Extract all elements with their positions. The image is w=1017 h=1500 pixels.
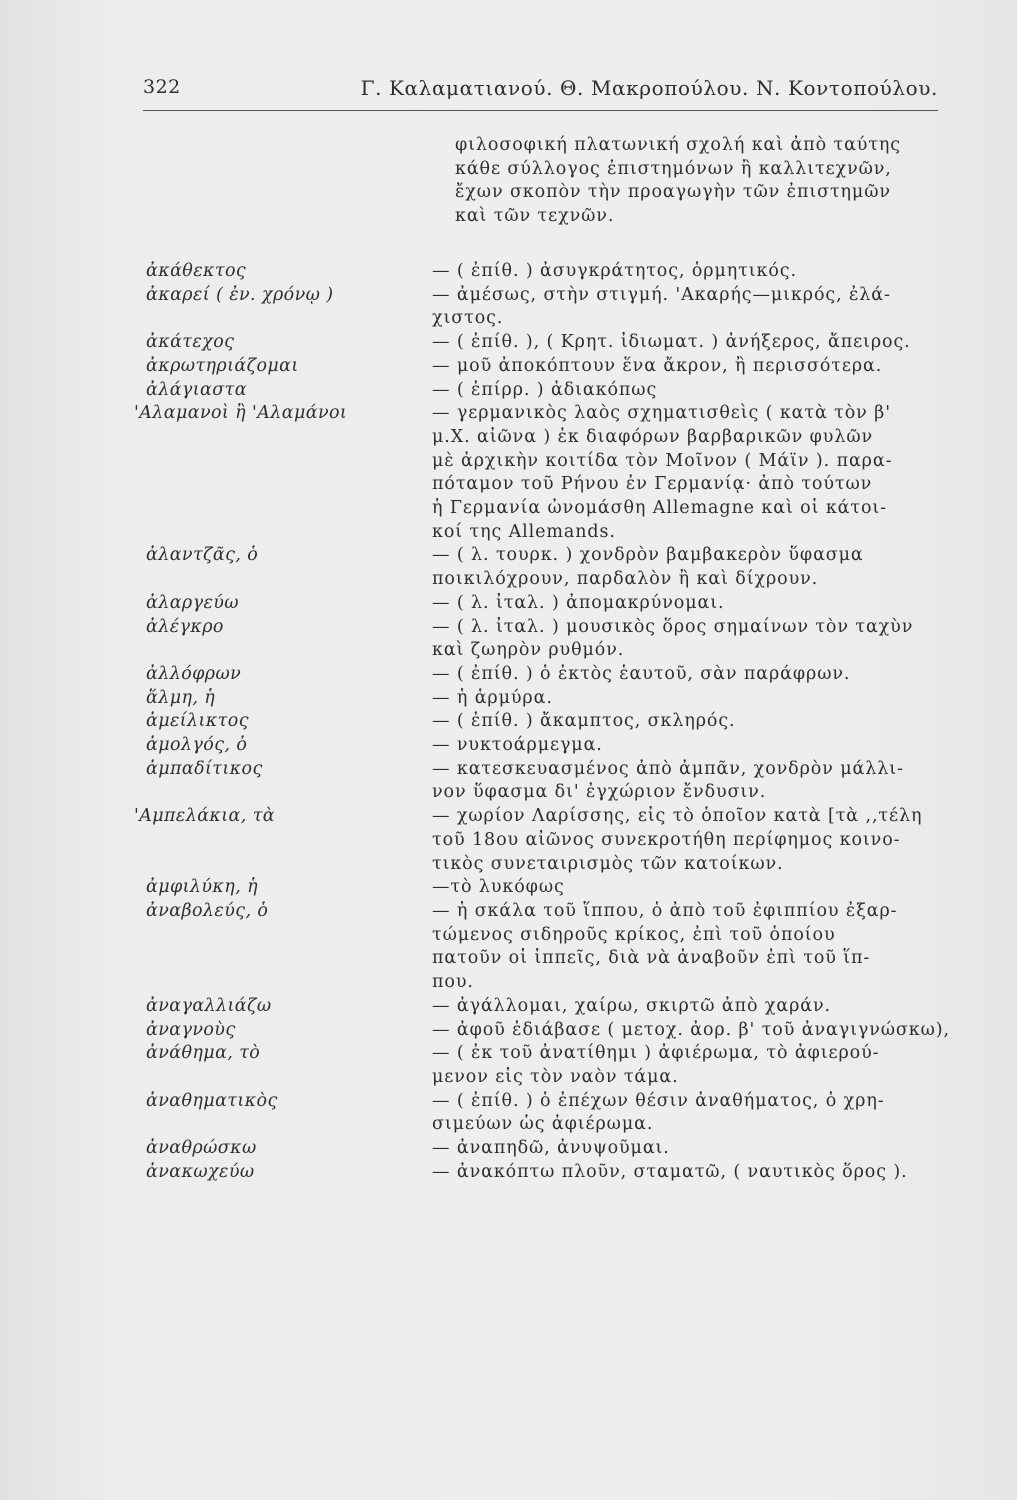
definition (432, 734, 950, 758)
definition-line: — νυκτοάρμεγμα. (432, 735, 603, 756)
page-number: 322 (143, 76, 181, 98)
glossary-entry (130, 1090, 950, 1137)
definition-line: — κατεσκευασμένος ἀπὸ ἀμπᾶν, χονδρὸν μάλλι- (432, 758, 904, 779)
definition-line: — ( ἐπίθ. ) ὁ ἐπέχων θέσιν ἀναθήματος, ὁ χρη- (432, 1090, 885, 1111)
glossary-entry (130, 355, 950, 379)
glossary-entry (130, 544, 950, 591)
glossary-entry (130, 758, 950, 805)
definition (432, 616, 950, 663)
definition (432, 995, 950, 1019)
definition-line: μενον εἰς τὸν ναὸν τάμα. (432, 1066, 679, 1087)
headword: 'Αλαμανοὶ ἢ 'Αλαμάνοι (134, 403, 348, 424)
definition (432, 284, 950, 331)
definition (432, 331, 950, 355)
definition-line: νον ὕφασμα δι' ἐγχώριον ἔνδυσιν. (432, 782, 767, 803)
glossary-entry (130, 379, 950, 403)
definition-line: ἔχων σκοπὸν τὴν προαγωγὴν τῶν ἐπιστημῶν (455, 182, 891, 203)
definition-line: καὶ τῶν τεχνῶν. (455, 206, 615, 227)
definition (432, 379, 950, 403)
definition-line: μ.Χ. αἰῶνα ) ἐκ διαφόρων βαρβαρικῶν φυλῶν (432, 426, 874, 447)
glossary-entry (130, 402, 950, 544)
glossary-entry (130, 900, 950, 995)
glossary-entry (130, 260, 950, 284)
definition (432, 805, 950, 876)
definition-line: —τὸ λυκόφως (432, 877, 565, 898)
headword: ἀναθρώσκω (146, 1138, 257, 1159)
headword: ἀλαντζᾶς, ὁ (146, 545, 259, 566)
definition-line: — ( λ. τουρκ. ) χονδρὸν βαμβακερὸν ὕφασμα (432, 545, 864, 566)
definition-line: ποικιλόχρουν, παρδαλὸν ἢ καὶ δίχρουν. (432, 569, 819, 590)
glossary-entry (130, 592, 950, 616)
definition (432, 758, 950, 805)
headword: ἀνάθημα, τὸ (146, 1043, 261, 1064)
definition (432, 876, 950, 900)
definition-line: — χωρίον Λαρίσσης, εἰς τὸ ὁποῖον κατὰ [τὰ ,,τέλη (432, 806, 923, 827)
definition (432, 355, 950, 379)
glossary-entry (130, 616, 950, 663)
glossary-entry (130, 734, 950, 758)
page-header (143, 70, 938, 111)
glossary-entry (130, 1137, 950, 1161)
definition-line: χιστος. (432, 308, 504, 329)
definition-line: πατοῦν οἱ ἱππεῖς, διὰ νὰ ἀναβοῦν ἐπὶ τοῦ ἵπ- (432, 948, 871, 969)
headword: ἀναγαλλιάζω (146, 995, 272, 1016)
definition-line: καὶ ζωηρὸν ρυθμόν. (432, 640, 625, 661)
glossary-entry (130, 805, 950, 876)
glossary-entry (130, 1161, 950, 1185)
headword: ἀναγνοὺς (146, 1019, 236, 1040)
definition (432, 402, 950, 544)
definition-line: — ἡ σκάλα τοῦ ἵππου, ὁ ἀπὸ τοῦ ἐφιππίου ἐξαρ- (432, 900, 898, 921)
definition-line: — ( ἐπίθ. ) ὁ ἐκτὸς ἑαυτοῦ, σὰν παράφρων. (432, 663, 851, 684)
glossary-entry (130, 1042, 950, 1089)
definition-line: — ( λ. ἰταλ. ) ἀπομακρύνομαι. (432, 592, 725, 613)
definition-line: — ἀφοῦ ἐδιάβασε ( μετοχ. ἀορ. β' τοῦ ἀναγιγνώσκω), (432, 1019, 950, 1040)
definition-line: — ἀγάλλομαι, χαίρω, σκιρτῶ ἀπὸ χαράν. (432, 995, 832, 1016)
glossary-entries (130, 260, 950, 1184)
definition (432, 1090, 950, 1137)
headword: ἀκρωτηριάζομαι (146, 355, 299, 376)
definition (432, 260, 950, 284)
definition-line: — ἀνακόπτω πλοῦν, σταματῶ, ( ναυτικὸς ὅρος ). (432, 1161, 908, 1182)
definition-line: μὲ ἀρχικὴν κοιτίδα τὸν Μοῖνον ( Μάϊν ). παρα- (432, 450, 893, 471)
definition-line: — ( ἐπίθ. ), ( Κρητ. ἰδιωματ. ) ἀνήξερος, ἄπειρος. (432, 332, 911, 353)
definition (432, 1137, 950, 1161)
glossary-entry (130, 876, 950, 900)
glossary-entry (130, 663, 950, 687)
running-head: Γ. Καλαματιανού. Θ. Μακροπούλου. Ν. Κοντοπούλου. (360, 76, 938, 100)
definition-line: φιλοσοφική πλατωνική σχολή καὶ ἀπὸ ταύτης (455, 135, 901, 155)
glossary-entry (130, 284, 950, 331)
headword: ἀκαρεί ( ἐν. χρόνῳ ) (146, 284, 334, 305)
definition-line: — ( ἐκ τοῦ ἀνατίθημι ) ἀφιέρωμα, τὸ ἀφιερού- (432, 1043, 880, 1064)
definition-line: — γερμανικὸς λαὸς σχηματισθεὶς ( κατὰ τὸν β' (432, 403, 891, 424)
definition-line: — ἀναπηδῶ, ἀνυψοῦμαι. (432, 1138, 670, 1159)
glossary-entry (130, 1019, 950, 1043)
definition-line: τοῦ 18ου αἰῶνος συνεκροτήθη περίφημος κοινο- (432, 829, 901, 850)
definition (432, 592, 950, 616)
headword: ἀνακωχεύω (146, 1161, 255, 1182)
definition-line: τώμενος σιδηροῦς κρίκος, ἐπὶ τοῦ ὁποίου (432, 924, 836, 945)
definition-line: — ( λ. ἰταλ. ) μουσικὸς ὅρος σημαίνων τὸν ταχὺν (432, 616, 914, 637)
definition-line: κοί της Allemands. (432, 521, 616, 542)
headword: ἀκάθεκτος (146, 261, 247, 281)
definition (432, 1019, 950, 1043)
definition-line: — ( ἐπίθ. ) ἄκαμπτος, σκληρός. (432, 711, 736, 732)
definition (432, 900, 950, 995)
headword: 'Αμπελάκια, τὰ (134, 806, 276, 827)
definition-line: σιμεύων ὡς ἀφιέρωμα. (432, 1114, 654, 1135)
headword: ἀναβολεύς, ὁ (146, 900, 269, 921)
headword: ἀναθηματικὸς (146, 1090, 278, 1111)
definition-line: — ( ἐπίρρ. ) ἀδιακόπως (432, 379, 658, 400)
definition-line: πόταμον τοῦ Ρήνου ἐν Γερμανίᾳ· ἀπὸ τούτων (432, 474, 873, 495)
headword: ἅλμη, ἡ (146, 687, 216, 708)
glossary-entry (130, 687, 950, 711)
headword: ἀμφιλύκη, ἡ (146, 877, 259, 898)
definition-line: — ἡ ἁρμύρα. (432, 687, 553, 708)
definition (432, 687, 950, 711)
definition (432, 1161, 950, 1185)
continued-definition (455, 134, 945, 229)
headword: ἀμείλικτος (146, 711, 249, 732)
headword: ἀλάγιαστα (146, 379, 247, 400)
headword: ἀλαργεύω (146, 592, 239, 613)
definition-line: ἡ Γερμανία ὠνομάσθη Allemagne καὶ οἱ κάτοι- (432, 498, 887, 519)
definition (432, 544, 950, 591)
definition-line: κάθε σύλλογος ἐπιστημόνων ἢ καλλιτεχνῶν, (455, 158, 892, 179)
definition (432, 710, 950, 734)
definition-line: — ἀμέσως, στὴν στιγμή. 'Ακαρής—μικρός, ἐλά- (432, 284, 891, 305)
headword: ἀμολγός, ὁ (146, 735, 248, 756)
definition-line: — ( ἐπίθ. ) ἀσυγκράτητος, ὁρμητικός. (432, 261, 797, 281)
headword: ἀλλόφρων (146, 663, 242, 684)
glossary-entry (130, 331, 950, 355)
headword: ἀμπαδίτικος (146, 758, 263, 779)
glossary-entry (130, 995, 950, 1019)
definition (432, 1042, 950, 1089)
headword: ἀκάτεχος (146, 332, 235, 353)
definition-line: που. (432, 972, 474, 993)
definition-line: τικὸς συνεταιρισμὸς τῶν κατοίκων. (432, 853, 784, 874)
definition (432, 663, 950, 687)
headword: ἀλέγκρο (146, 616, 224, 637)
glossary-entry (130, 710, 950, 734)
definition-line: — μοῦ ἀποκόπτουν ἕνα ἄκρον, ἢ περισσότερα. (432, 355, 883, 376)
